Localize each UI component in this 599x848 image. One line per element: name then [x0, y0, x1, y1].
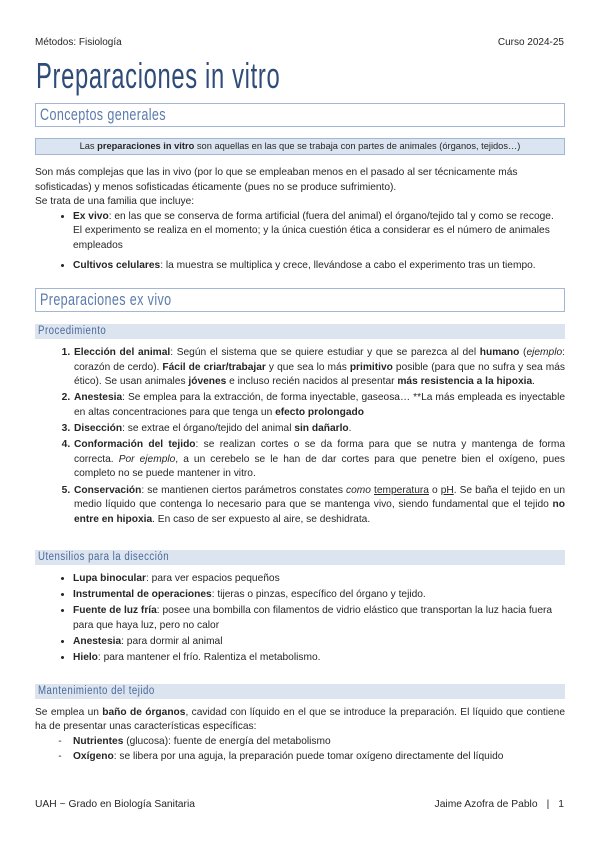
text-run: : para dormir al animal	[121, 636, 223, 648]
bold-text: Fuente de luz fría	[73, 605, 157, 617]
footer-right	[435, 798, 564, 811]
header-course: Curso 2024-25	[497, 37, 564, 48]
subheading-mantenimiento	[35, 684, 565, 699]
list-item	[73, 635, 565, 650]
header-subject: Métodos: Fisiología	[35, 37, 122, 48]
text-run: : la muestra se multiplica y crece, llevándose a cabo el experimento tras un tiempo.	[160, 259, 536, 271]
procedure-step	[73, 438, 565, 482]
italic-text: como	[346, 484, 371, 496]
bold-text: Nutrientes	[73, 736, 124, 748]
list-item	[73, 210, 565, 254]
footer-separator: |	[546, 799, 550, 810]
procedure-steps	[35, 346, 565, 527]
text-run: y que sea lo más	[265, 361, 350, 373]
bullet-list-tools	[35, 572, 565, 666]
list-item	[73, 572, 565, 587]
underlined-text: temperatura	[374, 484, 429, 496]
subheading-procedimiento	[35, 324, 565, 339]
paragraph: Se trata de una familia que incluye:	[35, 196, 195, 208]
procedure-step	[73, 422, 565, 437]
text-run: : para ver espacios pequeños	[146, 573, 280, 585]
text-run: son aquellas en las que se trabaja con partes de animales (órganos, tejidos…)	[194, 141, 521, 151]
paragraph	[35, 706, 565, 735]
bold-text: Elección del animal	[74, 347, 171, 359]
bold-text: más resistencia a la hipoxia	[397, 376, 533, 388]
section-heading-text: Conceptos generales	[40, 105, 166, 124]
definition-callout	[35, 138, 565, 155]
bold-text: Hielo	[73, 652, 98, 664]
bold-text: sin dañarlo	[294, 423, 349, 435]
text-run: , cavidad con líquido en el que se introduce la preparación. El líquido que contiene ha de presentar unas características específicas:	[35, 706, 565, 733]
procedure-step	[73, 346, 565, 390]
text-run: . En caso de ser expuesto al aire, se deshidrata.	[152, 513, 371, 525]
text-run: : Según el sistema que se quiere estudiar y que se parezca al del	[170, 347, 480, 359]
underlined-text: pH	[440, 484, 454, 496]
bold-text: humano	[479, 347, 520, 359]
paragraph: Son más complejas que las in vivo (por lo que se empleaban menos en el pasado al ser técnicamente más sofisticadas) y menos sofisticadas éticamente (pues no se produce sufrimiento).	[35, 167, 518, 193]
bold-text: preparaciones in vitro	[97, 141, 195, 151]
bold-text: Anestesia	[74, 392, 123, 404]
footer-degree: UAH ~ Grado en Biología Sanitaria	[35, 799, 195, 810]
page-header	[35, 36, 564, 49]
section-heading-conceptos	[35, 103, 565, 127]
text-run: e incluso recién nacidos al presentar	[226, 376, 398, 388]
bold-text: Oxígeno	[73, 750, 114, 762]
bold-text: Instrumental de operaciones	[73, 589, 212, 601]
bold-text: primitivo	[349, 361, 393, 373]
text-run: : se realizan cortes o se da forma para que se nutra y mantenga de forma correcta.	[74, 439, 565, 465]
text-run: : corazón de cerdo).	[74, 347, 565, 373]
bold-text: Fácil de criar/trabajar	[162, 361, 266, 373]
text-run: Las	[79, 141, 98, 151]
italic-text: ejemplo	[526, 347, 563, 359]
text-run: Se emplea un	[35, 706, 103, 718]
footer-author: Jaime Azofra de Pablo	[434, 799, 538, 810]
text-run: , a un cerebelo se le han de dar cortes para que penetre bien el oxígeno, pues completo no se puede mantener in vitro.	[74, 453, 565, 480]
text-run: : para mantener el frío. Ralentiza el metabolismo.	[97, 652, 321, 664]
bold-text: jóvenes	[188, 376, 227, 388]
text-run: : Se emplea para la extracción, de forma inyectable, gaseosa… **La más empleada es inyectable en altas concentraciones para que tenga un	[74, 392, 565, 419]
subheading-text: Procedimiento	[38, 325, 107, 338]
page-content	[35, 103, 565, 794]
text-run: : tijeras o pinzas, específico del órgano y tejido.	[211, 589, 426, 601]
list-item	[73, 651, 565, 666]
bold-text: Anestesia	[73, 636, 122, 648]
procedure-step	[73, 484, 565, 528]
text-run: .	[348, 423, 352, 435]
italic-text: Por ejemplo	[118, 453, 176, 465]
text-run: posible (para que no sufra y sea más ético). Se usan animales	[74, 361, 565, 388]
page-title-text: Preparaciones in vitro	[36, 55, 281, 96]
list-item	[73, 750, 565, 765]
bullet-list-preparation-types	[35, 210, 565, 273]
text-run: (glucosa): fuente de energía del metabolismo	[123, 736, 331, 748]
bold-text: baño de órganos	[102, 706, 186, 718]
list-item	[73, 735, 565, 750]
page-number: 1	[558, 799, 564, 810]
bold-text: Conservación	[74, 484, 142, 496]
bold-text: Ex vivo	[73, 210, 109, 222]
bold-text: no entre en hipoxia	[74, 499, 565, 525]
bold-text: Lupa binocular	[73, 573, 147, 585]
list-item	[73, 259, 565, 274]
bold-text: Cultivos celulares	[73, 259, 161, 271]
subheading-text: Utensilios para la disección	[38, 551, 170, 564]
list-item	[73, 604, 565, 633]
subheading-text: Mantenimiento del tejido	[38, 684, 155, 697]
page-title	[36, 56, 406, 96]
bold-text: Disección	[74, 423, 123, 435]
section-heading-ex-vivo	[35, 288, 565, 312]
list-item	[73, 588, 565, 603]
bold-text: efecto prolongado	[275, 407, 364, 419]
text-run: o	[428, 484, 441, 496]
text-run: . Se baña el tejido en un medio líquido que contenga lo necesario para que se mantenga vivo, siendo fundamental que el tejido	[74, 484, 565, 511]
section-heading-text: Preparaciones ex vivo	[40, 290, 172, 310]
text-run: : posee una bombilla con filamentos de vidrio elástico que transportan la luz hacia fuera para que haya luz, pero no calor	[73, 605, 553, 632]
text-run: (	[519, 347, 527, 359]
bold-text: Conformación del tejido	[74, 439, 196, 451]
text-run: : en las que se conserva de forma artificial (fuera del animal) el órgano/tejido tal y como se recoge. El experimento se realiza en el momento; y la única cuestión ética a considerar es el número de animales empleados	[73, 210, 554, 251]
text-run: : se libera por una aguja, la preparación puede tomar oxígeno directamente del líquido	[113, 750, 504, 762]
text-run: .	[532, 376, 535, 388]
text-run: : se extrae el órgano/tejido del animal	[122, 423, 295, 435]
subheading-utensilios	[35, 550, 565, 565]
procedure-step	[73, 391, 565, 420]
dash-list-bath-requirements	[35, 735, 565, 764]
page-footer	[35, 798, 564, 811]
text-run: : se mantienen ciertos parámetros constates	[141, 484, 347, 496]
